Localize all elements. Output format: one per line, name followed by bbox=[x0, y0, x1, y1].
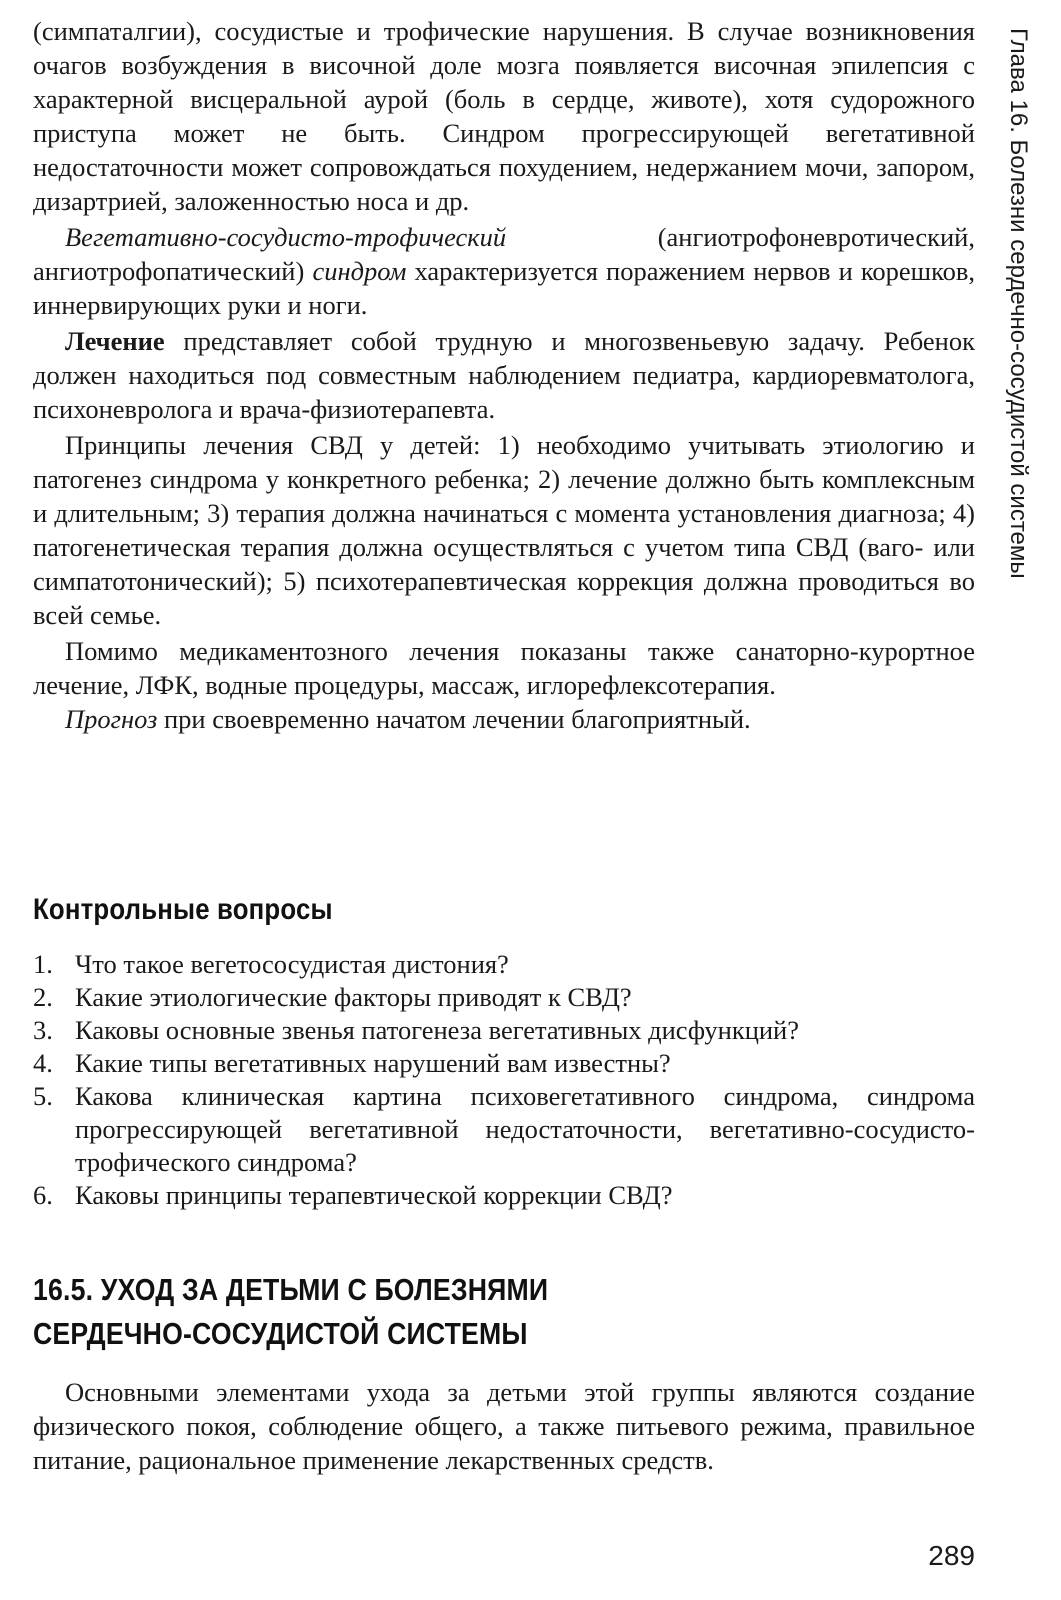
list-item bbox=[33, 1179, 975, 1212]
paragraph-care: Основными элементами ухода за детьми этой группы являются создание физического покоя, соблюдение общего, а также питьевого режима, правильное питание, рациональное применение лекарственных средств. bbox=[33, 1377, 975, 1475]
paragraph-prognosis bbox=[33, 702, 975, 736]
text-span: представляет собой трудную и многозвеньевую задачу. Ребенок должен находиться под совместным наблюдением педиатра, кардиоревматолога, психоневролога и врача-физиотерапевта. bbox=[33, 326, 975, 424]
section-heading bbox=[33, 1268, 548, 1356]
running-head: Глава 16. Болезни сердечно-сосудистой системы bbox=[1005, 28, 1032, 579]
text-span: характеризуется поражением нервов и корешков, иннервирующих руки и ноги. bbox=[33, 256, 975, 320]
item-number: 3. bbox=[33, 1015, 53, 1045]
term-treatment: Лечение bbox=[65, 326, 165, 356]
section-heading-line: СЕРДЕЧНО-СОСУДИСТОЙ СИСТЕМЫ bbox=[33, 1316, 528, 1351]
paragraph-additional-treatment: Помимо медикаментозного лечения показаны также санаторно-курортное лечение, ЛФК, водные процедуры, массаж, иглорефлексотерапия. bbox=[33, 636, 975, 700]
item-text: Каковы основные звенья патогенеза вегетативных дисфункций? bbox=[75, 1015, 800, 1045]
term-syndrome: синдром bbox=[312, 256, 407, 286]
item-text: Какие этиологические факторы приводят к СВД? bbox=[75, 982, 632, 1012]
text-span: при своевременно начатом лечении благоприятный. bbox=[157, 704, 751, 734]
paragraph-vegetative-syndrome bbox=[33, 220, 975, 322]
list-item bbox=[33, 948, 975, 981]
term-vegetative: Вегетативно-сосудисто-трофический bbox=[65, 222, 507, 252]
questions-heading: Контрольные вопросы bbox=[33, 893, 333, 926]
paragraph-principles: Принципы лечения СВД у детей: 1) необходимо учитывать этиологию и патогенез синдрома у конкретного ребенка; 2) лечение должно быть комплексным и длительным; 3) терапия должна начинаться с момента установления диагноза; 4) патогенетическая терапия должна осуществляться с учетом типа СВД (ваго- или симпатотонический); 5) психотерапевтическая коррекция должна проводиться во всей семье. bbox=[33, 430, 975, 630]
paragraph-treatment bbox=[33, 324, 975, 426]
item-number: 5. bbox=[33, 1081, 53, 1111]
item-text: Каковы принципы терапевтической коррекции СВД? bbox=[75, 1180, 673, 1210]
text-span: (ангиотрофоневротический, ангиотрофопатический) bbox=[33, 222, 975, 286]
item-text: Какова клиническая картина психовегетативного синдрома, синдрома прогрессирующей вегетативной недостаточности, вегетативно-сосудисто-трофического синдрома? bbox=[75, 1081, 975, 1177]
list-item bbox=[33, 1014, 975, 1047]
item-number: 1. bbox=[33, 949, 53, 979]
item-number: 4. bbox=[33, 1048, 53, 1078]
item-text: Что такое вегетососудистая дистония? bbox=[75, 949, 509, 979]
section-heading-line: 16.5. УХОД ЗА ДЕТЬМИ С БОЛЕЗНЯМИ bbox=[33, 1272, 549, 1307]
questions-list bbox=[33, 948, 975, 1212]
item-number: 6. bbox=[33, 1180, 53, 1210]
page-number: 289 bbox=[928, 1540, 975, 1571]
section-body bbox=[33, 1375, 975, 1477]
list-item bbox=[33, 1080, 975, 1179]
paragraph-symptoms: (симпаталгии), сосудистые и трофические нарушения. В случае возникновения очагов возбуждения в височной доле мозга появляется височная эпилепсия с характерной висцеральной аурой (боль в сердце, животе), хотя судорожного приступа может не быть. Синдром прогрессирующей вегетативной недостаточности может сопровождаться похудением, недержанием мочи, запором, дизартрией, заложенностью носа и др. bbox=[33, 16, 975, 216]
list-item bbox=[33, 1047, 975, 1080]
term-prognosis: Прогноз bbox=[65, 704, 158, 734]
item-text: Какие типы вегетативных нарушений вам известны? bbox=[75, 1048, 671, 1078]
top-text-block bbox=[33, 14, 975, 736]
item-number: 2. bbox=[33, 982, 53, 1012]
list-item bbox=[33, 981, 975, 1014]
